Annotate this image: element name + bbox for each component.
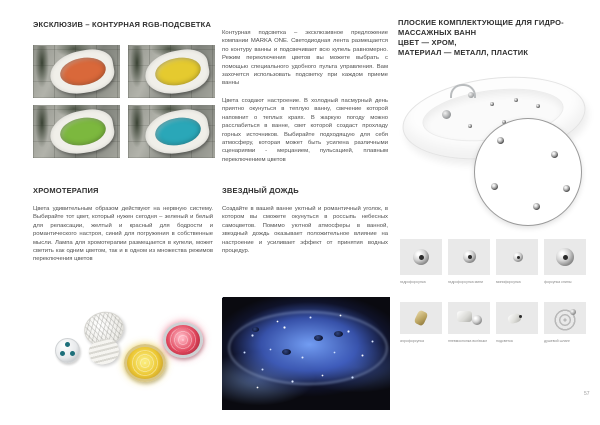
hose-connector xyxy=(570,309,576,315)
rgb-bathtub-photo-green xyxy=(33,105,120,158)
star-section-title: ЗВЕЗДНЫЙ ДОЖДЬ xyxy=(222,186,299,195)
rgb-section-title: ЭКСКЛЮЗИВ – КОНТУРНАЯ RGB-ПОДСВЕТКА xyxy=(33,20,212,29)
rgb-bathtub-photo-orange xyxy=(33,45,120,98)
tub-jet xyxy=(252,327,259,332)
star-sparkles xyxy=(222,297,223,298)
faucet-handle xyxy=(468,92,474,98)
tub-jet xyxy=(468,124,472,128)
plant-decor xyxy=(130,46,144,88)
fittings-title-line: МАССАЖНЫХ ВАНН xyxy=(398,28,477,37)
jet-hole xyxy=(517,256,520,259)
magnifier-inset-circle xyxy=(474,118,582,226)
jet-icon xyxy=(472,315,482,325)
fittings-title-line: ПЛОСКИЕ КОМПЛЕКТУЮЩИЕ ДЛЯ ГИДРО- xyxy=(398,18,564,27)
pneumo-button-icon xyxy=(457,311,472,322)
tub-jet xyxy=(282,349,291,355)
fitting-label: форсунка спины xyxy=(544,280,572,284)
plant-decor xyxy=(35,46,49,88)
lamp-led-texture xyxy=(169,328,197,352)
flat-jet-detail xyxy=(563,185,570,192)
fittings-section-title xyxy=(398,18,593,58)
chromo-lamps-photo xyxy=(33,300,213,415)
star-body-text: Создайте в вашей ванне уютный и романтичный уголок, в котором вы сможете окунуться в россыпь небесных самоцветов. Помимо уютной атмосферы в ванной, звездный дождь оказывает положительное влияние на настроение и усиливает эффект от принятия водных процедур. xyxy=(222,206,388,254)
fitting-label: минифорсунка xyxy=(496,280,521,284)
fitting-thumb xyxy=(496,239,538,275)
tub-jet xyxy=(536,104,540,108)
chromo-control-button xyxy=(55,338,80,363)
fitting-thumb xyxy=(400,302,442,334)
hydromassage-tub-photo xyxy=(398,66,593,230)
fitting-label: гидрофорсунка xyxy=(400,280,426,284)
fitting-thumb xyxy=(544,302,586,334)
fittings-title-line: МАТЕРИАЛ — МЕТАЛЛ, ПЛАСТИК xyxy=(398,48,529,57)
tub-rim-glow xyxy=(228,311,388,385)
fittings-title-line: ЦВЕТ — ХРОМ, xyxy=(398,38,457,47)
jet-hole xyxy=(563,255,568,260)
rgb-paragraph-2: Цвета создают настроение. В холодный пасмурный день приятно окунуться в теплую ванну, свечение которой напомнит о теплых краях. В жаркую погоду можно расслабиться в ванне, свет которой создаст прохладу горных источников. Выбирайте подходящую для себя атмосферу, которая может быть усилена различными сценариями - мерцанием, пульсацией, плавным переключением цветов xyxy=(222,98,388,163)
jet-hole xyxy=(419,255,424,260)
chromo-lamp-yellow xyxy=(124,344,166,382)
tub-jet xyxy=(334,331,343,337)
fitting-thumb xyxy=(496,302,538,334)
chromo-body-text: Цвета удивительным образом действуют на нервную систему. Выбирайте тот цвет, который нужен сегодня – зеленый и белый для релаксации, желтый и красный для бодрости и романтического настроя, синий для погружения в собственные мысли. Лампа для хромотерапии размещается в купели, может светить как одним цветом, так и в одном из множества режимов переключения цветов xyxy=(33,206,213,263)
lamp-led-texture xyxy=(130,350,160,376)
rgb-bathtub-photo-yellow xyxy=(128,45,215,98)
fitting-thumb xyxy=(544,239,586,275)
brass-jet-icon xyxy=(414,310,429,327)
page-number: 57 xyxy=(584,391,590,397)
control-dot xyxy=(65,342,70,347)
chromo-section-title: ХРОМОТЕРАПИЯ xyxy=(33,186,99,195)
fitting-label: душевой шланг xyxy=(544,339,570,343)
jet-hole xyxy=(519,315,522,318)
flat-jet-detail xyxy=(551,151,558,158)
tub-jet xyxy=(514,98,518,102)
control-dot xyxy=(70,351,75,356)
fitting-thumb xyxy=(400,239,442,275)
fitting-label: аэрофорсунка xyxy=(400,339,425,343)
plant-decor xyxy=(35,106,49,148)
fitting-thumb xyxy=(448,239,490,275)
fitting-label: гидрофорсунка мини xyxy=(448,280,484,284)
tub-jet xyxy=(314,335,323,341)
flat-jet-detail xyxy=(491,183,498,190)
flat-jet-detail xyxy=(533,203,540,210)
starry-rain-bathtub-photo xyxy=(222,297,390,410)
rgb-bathtub-photo-teal xyxy=(128,105,215,158)
flat-jet-detail xyxy=(497,137,504,144)
jet-hole xyxy=(468,255,472,259)
control-dot xyxy=(60,351,65,356)
fitting-label: пневмокнопка вкл/выкл xyxy=(448,339,488,343)
chromo-lamp-red xyxy=(163,322,203,358)
rgb-paragraph-1: Контурная подсветка – эксклюзивное предложение компании MARKA ONE. Светодиодная лента размещается по контуру ванны и подсвечивает всю купель равномерно. Режим переключения цветов вы можете выбрать с помощью специального удобного пульта управления. Вам захочется использовать подсветку при каждом приеме ванны xyxy=(222,30,388,87)
plant-decor xyxy=(130,106,144,148)
fitting-label: подсветка xyxy=(496,339,513,343)
headrest-jet xyxy=(442,110,451,119)
tub-jet xyxy=(490,102,494,106)
fitting-thumb xyxy=(448,302,490,334)
